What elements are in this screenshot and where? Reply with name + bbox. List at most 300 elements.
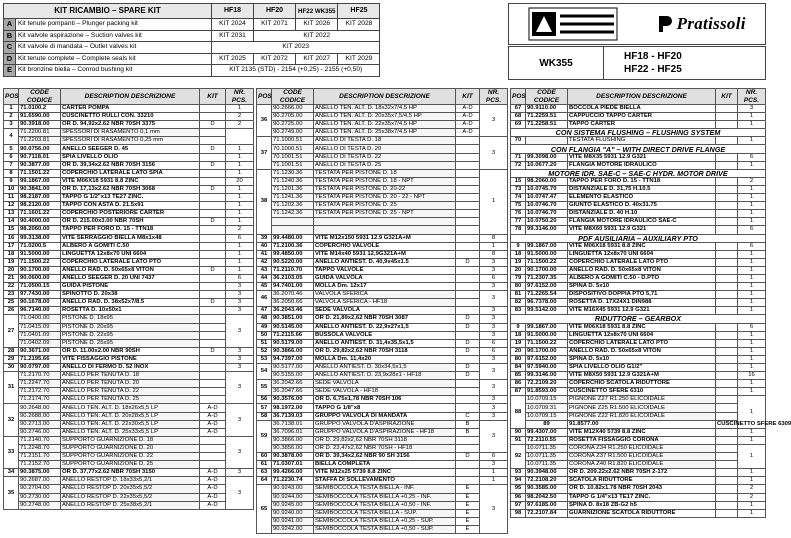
part-code: 90.5220.00	[272, 258, 314, 266]
part-row	[511, 299, 766, 307]
part-kit	[456, 444, 480, 452]
part-row	[511, 266, 766, 274]
part-kit	[200, 372, 226, 380]
part-row	[4, 169, 254, 177]
part-position: 54	[257, 364, 272, 380]
part-row	[257, 299, 508, 307]
part-code: 97.7430.00	[19, 291, 61, 299]
part-kit	[456, 299, 480, 307]
part-code: 99.4480.00	[272, 234, 314, 242]
part-quantity: 3	[480, 323, 508, 331]
part-position: 49	[257, 323, 272, 331]
part-code: 90.3671.00	[19, 347, 61, 355]
part-position: 68	[511, 113, 526, 121]
part-position: 86	[511, 380, 526, 388]
part-row	[511, 194, 766, 202]
part-kit	[200, 453, 226, 461]
part-quantity: 6	[738, 323, 766, 331]
part-description: SUPPORTO GUARNIZIONE D. 18	[61, 436, 200, 444]
part-code: 71.0307.01	[272, 461, 314, 469]
part-row	[4, 283, 254, 291]
kit-description: Kit valvole aspirazione – Suction valves kit	[16, 30, 212, 42]
part-code: 91.5000.00	[526, 331, 568, 339]
part-code: 98.2120.00	[19, 202, 61, 210]
part-code: 36.2103.05	[272, 274, 314, 282]
part-position: 90	[511, 428, 526, 436]
part-row	[4, 323, 254, 331]
part-row	[257, 185, 508, 193]
part-code: 90.3576.00	[272, 396, 314, 404]
part-description: ROSETTA FISSAGGIO CORONA	[568, 436, 716, 444]
model-box	[508, 46, 766, 80]
section-header-row	[511, 315, 766, 323]
part-code: 90.3841.00	[19, 185, 61, 193]
part-row	[257, 258, 508, 266]
part-kit	[456, 331, 480, 339]
part-row	[511, 347, 766, 355]
part-description	[314, 218, 456, 226]
part-description: ANELLO ANTIEST. D. 23,9x28x1 - HF18	[314, 372, 456, 380]
part-row	[4, 404, 254, 412]
part-kit	[716, 396, 738, 404]
part-quantity: 3	[480, 485, 508, 534]
part-description: ANELLO PER TENUTA D. 18	[61, 372, 200, 380]
part-kit	[456, 436, 480, 444]
part-description: ANELLO ANTIEST. D. 22,9x27x1,5	[314, 323, 456, 331]
part-description: BIELLA COMPLETA	[314, 461, 456, 469]
part-kit	[716, 509, 738, 517]
part-position: 32	[4, 404, 19, 436]
part-code: 71.1240.36	[272, 177, 314, 185]
part-quantity: 6	[738, 242, 766, 250]
part-kit	[456, 274, 480, 282]
part-code: 90.3851.00	[272, 315, 314, 323]
part-row	[257, 315, 508, 323]
column-header-code: CODE CODICE	[272, 89, 314, 105]
part-code: 90.1700.00	[526, 266, 568, 274]
part-row	[511, 105, 766, 113]
part-kit	[200, 307, 226, 315]
part-position: 71	[511, 153, 526, 161]
part-row	[4, 355, 254, 363]
part-code	[526, 137, 568, 145]
part-kit	[456, 226, 480, 234]
part-kit	[716, 355, 738, 363]
part-description: STAFFA DI SOLLEVAMENTO	[314, 477, 456, 485]
kit-description: Kit valvole di mandata – Outlet valves kit	[16, 42, 212, 54]
part-position: 51	[257, 339, 272, 347]
part-quantity: 1	[738, 347, 766, 355]
part-quantity: 3	[226, 283, 254, 291]
part-row	[257, 169, 508, 177]
part-row	[511, 388, 766, 396]
part-description: ANELLO DI TESTA D. 18	[314, 137, 456, 145]
part-position: 91	[511, 436, 526, 444]
part-code: 72.2108.20	[526, 477, 568, 485]
part-kit: B	[456, 428, 480, 436]
part-description: TESTATA PER PISTONE D. 20 - 22 - NPT	[314, 194, 456, 202]
part-row	[4, 331, 254, 339]
part-code: 94.7397.00	[272, 355, 314, 363]
part-code: 71.0402.09	[19, 339, 61, 347]
part-row	[4, 444, 254, 452]
part-row	[511, 355, 766, 363]
part-position: 15	[4, 226, 19, 234]
part-quantity: 3	[226, 355, 254, 363]
part-row	[4, 153, 254, 161]
part-position: 53	[257, 355, 272, 363]
part-description: CORONA Z40 R1.820 ELICOIDALE	[568, 461, 716, 469]
part-description: VITE M12x150 5931 12.9 G321A+M	[314, 234, 456, 242]
part-description: TESTATA PER PISTONE D. 25 - NPT	[314, 210, 456, 218]
part-kit	[716, 364, 738, 372]
part-description: DISPOSITIVO DOPPIA PTO 5,71	[568, 291, 716, 299]
part-kit	[200, 194, 226, 202]
part-row	[511, 396, 766, 404]
part-description: COPERCHIO LATERALE LATO PTO	[568, 339, 716, 347]
part-quantity: 1	[738, 339, 766, 347]
part-quantity: 3	[480, 355, 508, 363]
part-kit: D	[456, 258, 480, 266]
part-description: ANELLO DI TESTA D. 22	[314, 153, 456, 161]
part-quantity: 1	[738, 250, 766, 258]
part-description: TAPPO PER FORO D. 15 - TTN18	[61, 226, 200, 234]
part-description: ROSETTA D. 10x50x1	[61, 307, 200, 315]
part-quantity: 3	[226, 291, 254, 299]
part-row	[257, 266, 508, 274]
part-position: 95	[511, 485, 526, 493]
part-code: 10.0711.35	[526, 461, 568, 469]
part-kit: E	[456, 509, 480, 517]
kit-code: KIT 2024	[212, 19, 254, 31]
part-description: COPERCHIO SCATOLA RIDUTTORE	[568, 380, 716, 388]
part-position: 88	[511, 396, 526, 428]
part-row	[257, 113, 508, 121]
part-kit	[716, 436, 738, 444]
part-row	[511, 226, 766, 234]
part-description: SEMIBOCCOLA TESTA BIELLA +0,50 - SUP.	[314, 525, 456, 533]
part-code: 71.2265.54	[526, 291, 568, 299]
part-description: ANELLO TEN. ALT. D. 18x26x5,5 LP	[61, 404, 200, 412]
part-position: 75	[511, 202, 526, 210]
part-row	[511, 404, 766, 412]
part-description: SCATOLA RIDUTTORE	[568, 477, 716, 485]
part-row	[257, 436, 508, 444]
part-code: 36.2050.66	[272, 299, 314, 307]
section-title: CON FLANGIA "A" – WITH DIRECT DRIVE FLANGE	[511, 145, 766, 153]
kit-code: KIT 2031	[212, 30, 254, 42]
part-code: 10.0709.15	[526, 396, 568, 404]
part-description: PISTONE D. 18x95	[61, 315, 200, 323]
part-kit	[200, 153, 226, 161]
part-quantity: 3	[480, 258, 508, 266]
part-position: 80	[511, 355, 526, 363]
part-code: 71.2170.70	[19, 372, 61, 380]
part-code: 99.5142.00	[526, 307, 568, 315]
part-code: 99.1867.00	[526, 242, 568, 250]
part-kit	[200, 113, 226, 121]
part-code: 71.1230.36	[272, 169, 314, 177]
part-position: 78	[511, 226, 526, 234]
part-description: SPINA D. 5x10	[568, 283, 716, 291]
part-position: 30	[4, 364, 19, 372]
part-quantity: 3	[480, 461, 508, 469]
part-description: SEDE VALVOLA	[314, 380, 456, 388]
part-code: 71.1500.22	[526, 258, 568, 266]
part-position: 52	[257, 347, 272, 355]
part-row	[511, 453, 766, 461]
part-kit: E	[456, 517, 480, 525]
part-kit	[200, 234, 226, 242]
part-code: 90.4000.00	[19, 218, 61, 226]
part-position: 74	[511, 194, 526, 202]
part-code: 90.3877.00	[19, 161, 61, 169]
part-quantity: 3	[226, 299, 254, 307]
part-position: 20	[511, 266, 526, 274]
part-row	[257, 517, 508, 525]
part-quantity: 3	[226, 347, 254, 355]
part-code: 71.2195.66	[19, 355, 61, 363]
part-quantity: 3	[480, 105, 508, 137]
part-code: 71.1241.36	[272, 194, 314, 202]
part-code: 71.1601.22	[19, 210, 61, 218]
part-code: 90.3918.00	[19, 121, 61, 129]
part-code: 97.5940.00	[526, 364, 568, 372]
part-quantity: 20	[226, 177, 254, 185]
part-position: 64	[257, 477, 272, 485]
part-code: 90.3585.00	[526, 485, 568, 493]
part-kit	[200, 436, 226, 444]
part-description: VITE M8X60 5931 12.9 G321	[568, 226, 716, 234]
part-quantity: 6	[738, 153, 766, 161]
part-kit	[716, 185, 738, 193]
part-description: ANELLO RAD. D. 50x65x8 VITON	[61, 266, 200, 274]
part-quantity: 1	[738, 258, 766, 266]
part-row	[511, 283, 766, 291]
part-row	[4, 242, 254, 250]
part-kit	[716, 307, 738, 315]
part-code	[272, 218, 314, 226]
part-position: 9	[511, 242, 526, 250]
part-quantity: 1	[738, 161, 766, 169]
part-position: 82	[511, 299, 526, 307]
part-row	[4, 226, 254, 234]
part-position: 16	[4, 234, 19, 242]
part-quantity: 2	[738, 177, 766, 185]
part-quantity: 2	[226, 121, 254, 129]
column-header-kit: KIT	[456, 89, 480, 105]
part-code: 71.2248.70	[19, 444, 61, 452]
part-kit	[716, 388, 738, 396]
kit-code: KIT 2023	[212, 42, 380, 54]
part-quantity: 6	[480, 347, 508, 355]
column-header-code: CODE CODICE	[526, 89, 568, 105]
part-kit	[716, 347, 738, 355]
part-kit: A-D	[456, 105, 480, 113]
part-row	[257, 194, 508, 202]
part-kit	[200, 274, 226, 282]
part-code: 90.5155.00	[272, 372, 314, 380]
part-row	[257, 105, 508, 113]
kit-letter: B	[4, 30, 16, 42]
part-code: 36.7139.03	[272, 412, 314, 420]
part-code: 10.0746.70	[526, 202, 568, 210]
part-position: 20	[511, 347, 526, 355]
part-code: 90.1678.00	[19, 299, 61, 307]
parts-table-3	[510, 88, 791, 518]
part-kit	[200, 323, 226, 331]
part-row	[4, 315, 254, 323]
part-description: LINGUETTA 12x8x70 UNI 6604	[568, 331, 716, 339]
part-code: 99.4307.00	[526, 428, 568, 436]
part-kit	[456, 177, 480, 185]
part-position: 57	[257, 404, 272, 412]
part-quantity: 1	[738, 477, 766, 485]
part-kit	[716, 242, 738, 250]
part-description: ALBERO A GOMITI C.50	[61, 242, 200, 250]
part-row	[4, 485, 254, 493]
part-kit	[456, 202, 480, 210]
part-code: 36.2042.66	[272, 380, 314, 388]
part-description: OR D. 37,77x2.62 NBR 70SH 3150	[61, 469, 200, 477]
part-position: 12	[4, 202, 19, 210]
part-code: 98.2060.00	[526, 177, 568, 185]
part-kit	[716, 493, 738, 501]
part-position: 9	[511, 323, 526, 331]
part-kit	[200, 396, 226, 404]
part-code: 98.1972.00	[272, 404, 314, 412]
part-row	[4, 274, 254, 282]
part-quantity: 6	[226, 234, 254, 242]
kit-code: KIT 2135 (STD) - 2154 (+0,25) - 2155 (+0,50)	[212, 65, 380, 77]
part-description: CORONA Z34 R1.250 ELICOIDALE	[568, 444, 716, 452]
part-description: LINGUETTA 12x8x70 UNI 6604	[568, 250, 716, 258]
part-quantity: 2	[738, 485, 766, 493]
part-kit	[716, 266, 738, 274]
part-description: SEMIBOCCOLA TESTA BIELLA +0,25 - SUP.	[314, 517, 456, 525]
part-kit: D	[200, 145, 226, 153]
part-code: 90.3875.00	[19, 469, 61, 477]
part-kit	[716, 258, 738, 266]
part-kit	[456, 185, 480, 193]
part-description: OR D. 23,47x2,62 NBR 70SH - HF18	[314, 444, 456, 452]
kit-header-hf20: HF20	[254, 4, 296, 19]
part-kit: A-D	[456, 121, 480, 129]
part-code: 10.0746.70	[526, 210, 568, 218]
part-quantity: 3	[738, 105, 766, 113]
part-code: 71.2259.51	[526, 113, 568, 121]
part-kit: D	[200, 121, 226, 129]
column-header-pos: POS	[511, 89, 526, 105]
pratissoli-mark-icon	[657, 14, 673, 34]
part-kit: D	[456, 315, 480, 323]
part-kit	[716, 210, 738, 218]
part-position: 27	[4, 315, 19, 347]
part-position: 19	[511, 258, 526, 266]
part-row	[257, 250, 508, 258]
part-row	[257, 210, 508, 218]
part-row	[511, 436, 766, 444]
part-row	[4, 129, 254, 137]
part-row	[4, 145, 254, 153]
part-position: 67	[511, 105, 526, 113]
part-kit	[456, 210, 480, 218]
part-row	[511, 258, 766, 266]
part-row	[511, 444, 766, 452]
part-code: 71.2230.74	[272, 477, 314, 485]
part-description: VITE M12x25 5739 8.8 ZINC	[314, 469, 456, 477]
part-quantity: 1	[738, 194, 766, 202]
part-kit	[456, 469, 480, 477]
part-row	[257, 161, 508, 169]
part-row	[4, 396, 254, 404]
part-quantity: 1	[226, 258, 254, 266]
part-description: SPINA D. 8x18 ZB-G2 h5	[568, 501, 716, 509]
part-kit: A-D	[200, 469, 226, 477]
part-description: VITE M14x40 5931 12,9G321A+M	[314, 250, 456, 258]
part-position: 45	[257, 283, 272, 291]
part-description: ANELLO PER TENUTA D. 25	[61, 396, 200, 404]
part-quantity: 1	[226, 153, 254, 161]
part-description: SPESSORI DI RASAMENTO 0,25 mm	[61, 137, 200, 145]
part-description: SEMIBOCCOLA TESTA BIELLA +0,25 - INF.	[314, 493, 456, 501]
part-quantity: 1	[480, 477, 508, 485]
part-kit	[200, 250, 226, 258]
part-kit	[716, 477, 738, 485]
part-position: 44	[257, 274, 272, 282]
part-kit	[456, 380, 480, 388]
part-quantity: 3	[226, 372, 254, 404]
part-description: COPERCHIO LATERALE LATO SPIA	[61, 169, 200, 177]
part-kit	[456, 194, 480, 202]
kit-description: Kit tenute pompanti – Plunger packing kit	[16, 19, 212, 31]
part-kit	[200, 258, 226, 266]
part-description: OR D. 11.00x2.00 NBR 90SH	[61, 347, 200, 355]
part-description: OR D. 39,34x2.62 NBR 70SH 3156	[61, 161, 200, 169]
part-row	[257, 493, 508, 501]
part-description: ANELLO TEN. ALT. D. 25x33x5,5 LP	[61, 428, 200, 436]
part-description: GUIDA VALVOLA	[314, 274, 456, 282]
part-code: 71.1500.22	[526, 339, 568, 347]
column-header-description: DESCRIPTION DESCRIZIONE	[568, 89, 716, 105]
part-description: DISTANZIALE D. 40 H.10	[568, 210, 716, 218]
part-description: VITE M8X35 5931 12.9 G321	[568, 153, 716, 161]
part-row	[511, 137, 766, 145]
part-kit	[716, 404, 738, 412]
part-description: SPIA LIVELLO OLIO	[61, 153, 200, 161]
part-row	[4, 469, 254, 477]
part-quantity: 1	[738, 388, 766, 396]
part-code: 91.8593.00	[526, 388, 568, 396]
part-code: 90.0756.00	[19, 145, 61, 153]
part-kit	[716, 218, 738, 226]
part-code: 70.1000.51	[272, 145, 314, 153]
part-code: 90.3878.00	[272, 453, 314, 461]
part-description: COPERCHIO LATERALE LATO PTO	[61, 258, 200, 266]
part-code: 90.2648.00	[19, 404, 61, 412]
part-quantity: 1	[226, 218, 254, 226]
part-code: 90.5179.00	[272, 339, 314, 347]
part-kit	[200, 210, 226, 218]
part-description: COPERCHIO VALVOLE	[314, 242, 456, 250]
section-title: PDF AUSILIARIA – AUXILIARY PTO	[511, 234, 766, 242]
part-position: 3	[4, 121, 19, 129]
part-code: 99.3146.00	[526, 226, 568, 234]
part-code: 72.2110.55	[526, 436, 568, 444]
column-header-kit: KIT	[716, 89, 738, 105]
part-description: VITE M16X45 5931 12.9 G321	[568, 307, 716, 315]
part-kit: A-D	[200, 477, 226, 485]
